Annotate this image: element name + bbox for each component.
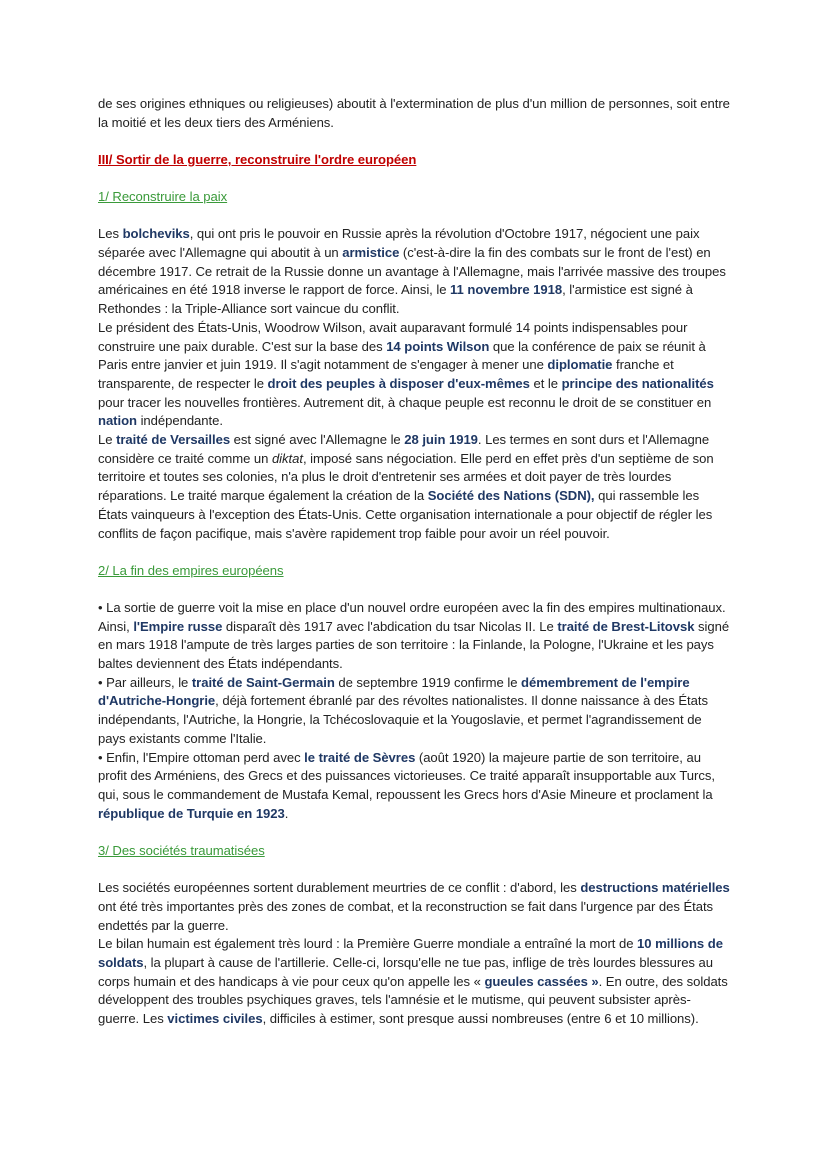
subsection-heading-empires: 2/ La fin des empires européens xyxy=(98,562,284,578)
text-run: de ses origines ethniques ou religieuses) aboutit à l'extermination de plus d'un million de personnes, soit entre la moitié et les deux tiers des Arméniens. xyxy=(98,96,730,130)
text-run: disparaît dès 1917 avec l'abdication du tsar Nicolas II. Le xyxy=(222,618,558,634)
text-run: . xyxy=(284,805,289,821)
paragraph-russian-empire xyxy=(98,599,730,674)
bold-term: droit des peuples à disposer d'eux-mêmes xyxy=(267,375,530,391)
text-run: franche et transparente, de respecter le xyxy=(98,357,674,391)
text-run: Le président des États-Unis, Woodrow Wilson, avait auparavant formulé 14 points indispensables pour construire une paix durable. C'est sur la base des xyxy=(98,319,688,354)
text-run: . En outre, des soldats développent des troubles psychiques graves, tels l'amnésie et le mutisme, qui peuvent subsister après-guerre. Les xyxy=(98,973,728,1027)
text-run: est signé avec l'Allemagne le xyxy=(230,432,405,448)
bold-term: armistice xyxy=(342,245,400,261)
text-run: , imposé sans négociation. Elle perd en effet près d'un septième de son territoire et toutes ses colonies, n'a plus le droit d'entretenir ses armées et doit payer de très lourdes réparations. Le traité marque également la création de la xyxy=(98,450,714,504)
text-run: , déjà fortement ébranlé par des révoltes nationalistes. Il donne naissance à des États indépendants, l'Autriche, la Hongrie, la Tchécoslovaquie et la Yougoslavie, et permet l'agrandissement de pays existants comme l'Italie. xyxy=(98,693,708,746)
bold-term: le traité de Sèvres xyxy=(304,749,416,765)
text-run: signé en mars 1918 l'ampute de très larges parties de son territoire : la Finlande, la Pologne, l'Ukraine et les pays baltes deviennent des États indépendants. xyxy=(98,618,730,672)
paragraph-destructions xyxy=(98,879,730,935)
subsection-heading-societies: 3/ Des sociétés traumatisées xyxy=(98,842,265,858)
text-run: • Par ailleurs, le xyxy=(98,674,192,690)
bold-term: destructions matérielles xyxy=(580,880,730,896)
text-run: que la conférence de paix se réunit à Paris entre janvier et juin 1919. Il s'agit notamment de s'engager à mener une xyxy=(98,338,706,373)
intro-paragraph xyxy=(98,95,730,132)
text-run: • La sortie de guerre voit la mise en place d'un nouvel ordre européen avec la fin des empires multinationaux. Ainsi, xyxy=(98,599,726,634)
bold-term: principe des nationalités xyxy=(561,375,714,391)
text-run: Les sociétés européennes sortent durablement meurtries de ce conflit : d'abord, les xyxy=(98,880,581,896)
paragraph-human-toll xyxy=(98,935,730,1029)
text-run: ont été très importantes près des zones de combat, et la reconstruction se fait dans l'urgence par des États endettés par la guerre. xyxy=(98,898,714,933)
text-run: , qui ont pris le pouvoir en Russie après la révolution d'Octobre 1917, négocient une paix séparée avec l'Allemagne qui aboutit à un xyxy=(98,226,700,261)
paragraph-ottoman-empire xyxy=(98,749,730,824)
paragraph-bolcheviks xyxy=(98,225,730,319)
bold-term: Société des Nations (SDN), xyxy=(427,488,595,504)
text-run: . Les termes en sont durs et l'Allemagne considère ce traité comme un xyxy=(98,432,710,466)
text-run: pour tracer les nouvelles frontières. Autrement dit, à chaque peuple est reconnu le droit de se constituer en xyxy=(98,394,712,410)
text-run: (août 1920) la majeure partie de son territoire, au profit des Arméniens, des Grecs et des puissances victorieuses. Ce traité apparaît insupportable aux Turcs, qui, sous le commandement de Mustafa Kemal, repoussent les Grecs hors d'Asie Mineure et proclament la xyxy=(98,749,715,802)
bold-term: traité de Saint-Germain xyxy=(191,674,335,690)
bold-term: démembrement de l'empire d'Autriche-Hongrie xyxy=(98,674,690,709)
text-run: (c'est-à-dire la fin des combats sur le front de l'est) en décembre 1917. Ce retrait de la Russie donne un avantage à l'Allemagne, mais l'arrivée massive des troupes américaines en été 1918 inverse le rapport de force. Ainsi, le xyxy=(98,245,726,298)
subsection-heading-peace: 1/ Reconstruire la paix xyxy=(98,189,228,205)
bold-term: l'Empire russe xyxy=(133,618,223,634)
bold-term: traité de Brest-Litovsk xyxy=(557,618,695,634)
bold-term: nation xyxy=(98,413,137,429)
text-run: et le xyxy=(529,375,562,391)
section-heading: III/ Sortir de la guerre, reconstruire l'ordre européen xyxy=(98,151,417,167)
italic-term: diktat xyxy=(271,450,303,466)
bold-term: 10 millions de soldats xyxy=(98,936,723,970)
bold-term: bolcheviks xyxy=(122,226,190,242)
text-run: Les xyxy=(98,226,123,242)
text-run: , la plupart à cause de l'artillerie. Celle-ci, lorsqu'elle ne tue pas, inflige de très lourdes blessures au corps humain et des handicaps à vie pour ceux qu'on appelle les « xyxy=(98,954,713,989)
paragraph-versailles xyxy=(98,431,730,543)
bold-term: 28 juin 1919 xyxy=(404,432,478,448)
text-run: Le xyxy=(98,432,117,448)
text-run: Le bilan humain est également très lourd : la Première Guerre mondiale a entraîné la mort de xyxy=(98,936,638,952)
bold-term: traité de Versailles xyxy=(116,432,231,448)
bold-term: gueules cassées » xyxy=(484,973,599,989)
text-run: qui rassemble les États vainqueurs à l'exception des États-Unis. Cette organisation internationale a pour objectif de régler les conflits de façon pacifique, mais s'avère rapidement trop faible pour avoir un réel pouvoir. xyxy=(98,488,713,541)
text-run: , l'armistice est signé à Rethondes : la Triple-Alliance sort vaincue du conflit. xyxy=(98,282,693,317)
text-run: , difficiles à estimer, sont presque aussi nombreuses (entre 6 et 10 millions). xyxy=(262,1011,699,1027)
paragraph-austria-hungary xyxy=(98,674,730,749)
text-run: indépendante. xyxy=(136,413,223,429)
document-page xyxy=(98,95,730,1029)
bold-term: 11 novembre 1918 xyxy=(450,282,563,298)
text-run: de septembre 1919 confirme le xyxy=(334,674,522,690)
text-run: • Enfin, l'Empire ottoman perd avec xyxy=(98,749,305,765)
paragraph-wilson xyxy=(98,319,730,431)
bold-term: diplomatie xyxy=(547,357,613,373)
bold-term: victimes civiles xyxy=(167,1011,263,1027)
bold-term: république de Turquie en 1923 xyxy=(98,805,285,821)
bold-term: 14 points Wilson xyxy=(386,338,490,354)
